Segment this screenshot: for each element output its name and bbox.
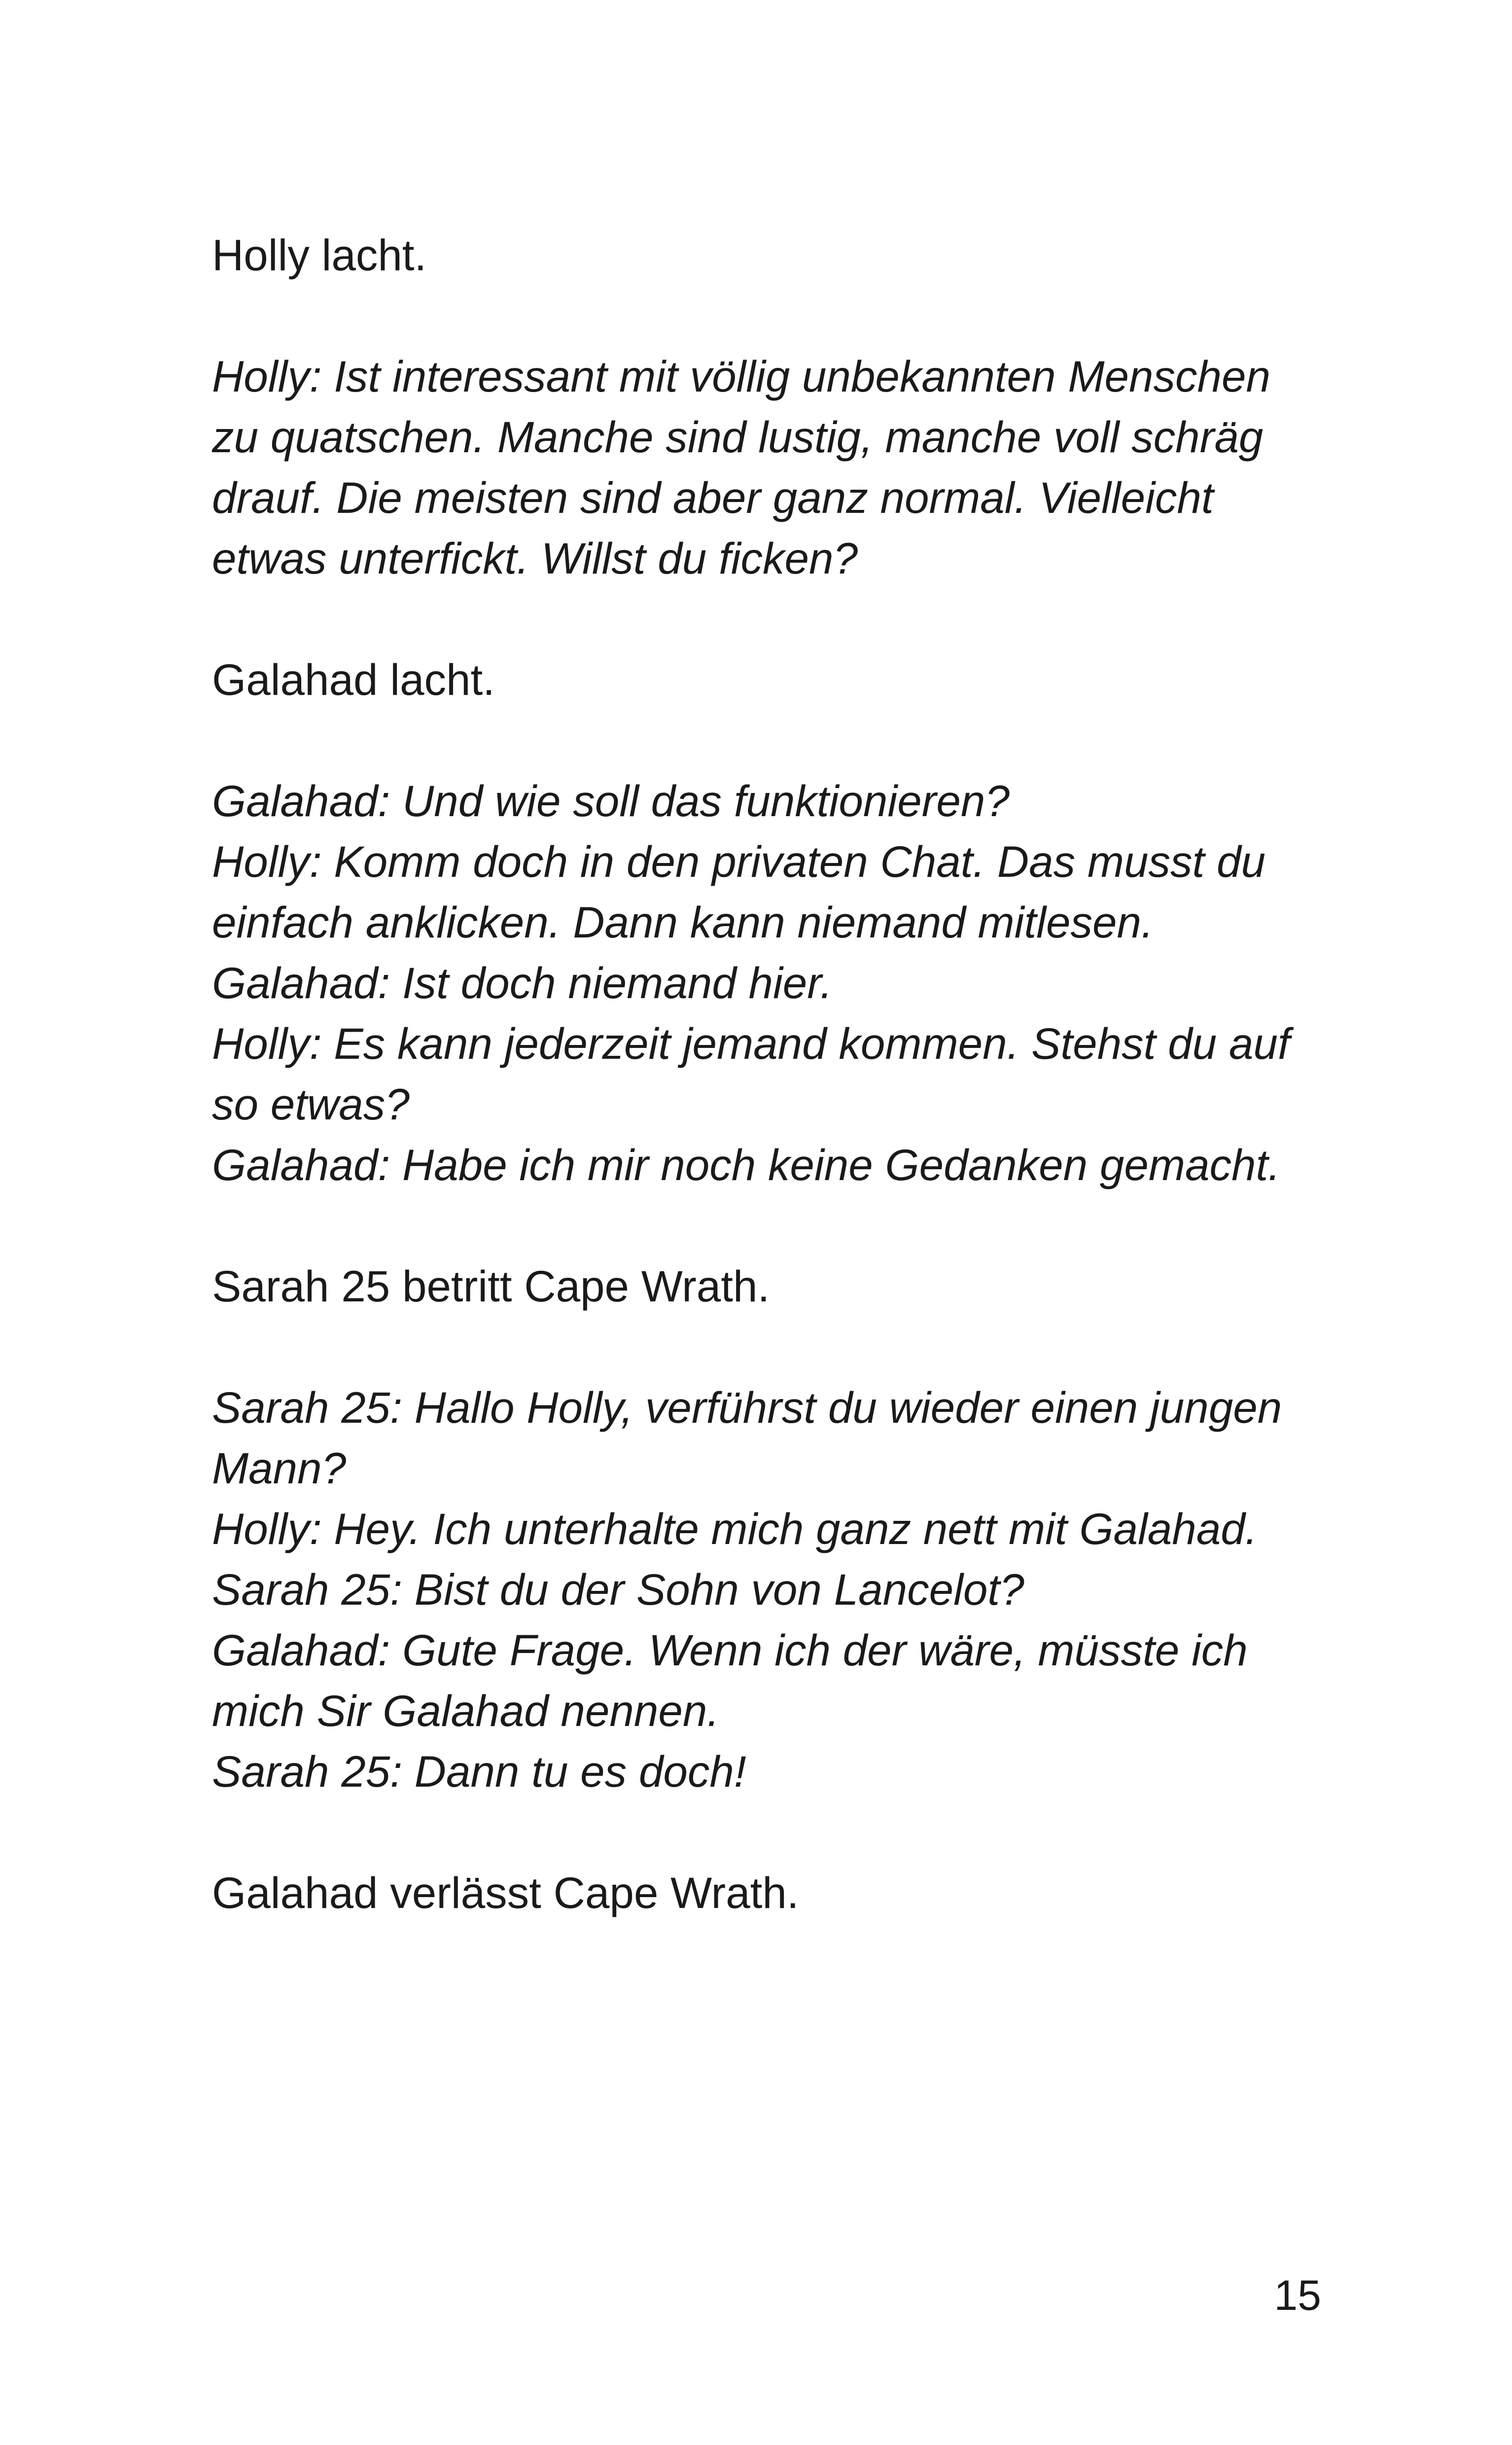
page-number: 15 [1274,2272,1321,2319]
dialogue-line: Galahad: Gute Frage. Wenn ich der wäre, müsste ich mich Sir Galahad nennen. [212,1625,1248,1735]
narration-galahad-leaves: Galahad verlässt Cape Wrath. [212,1868,799,1917]
dialogue-line: Sarah 25: Bist du der Sohn von Lancelot? [212,1565,1024,1614]
narration-holly-laughs: Holly lacht. [212,230,427,280]
dialogue-line: Sarah 25: Dann tu es doch! [212,1747,746,1796]
dialogue-line: Galahad: Und wie soll das funktionieren? [212,776,1010,826]
dialogue-block-2 [212,771,1321,1195]
dialogue-block-3 [212,1377,1321,1802]
paragraph-gap [212,1802,1321,1863]
dialogue-line: Sarah 25: Hallo Holly, verführst du wieder einen jungen Mann? [212,1383,1282,1493]
dialogue-line: Galahad: Ist doch niemand hier. [212,958,833,1007]
dialogue-line: Holly: Hey. Ich unterhalte mich ganz nett mit Galahad. [212,1504,1258,1553]
paragraph-gap [212,710,1321,771]
paragraph-gap [212,1317,1321,1377]
dialogue-line: Galahad: Habe ich mir noch keine Gedanken gemacht. [212,1140,1280,1189]
page-body [212,225,1321,1923]
dialogue-line: Holly: Es kann jederzeit jemand kommen. Stehst du auf so etwas? [212,1019,1290,1129]
dialogue-line: Holly: Komm doch in den privaten Chat. Das musst du einfach anklicken. Dann kann niemand mitlesen. [212,837,1266,947]
dialogue-block-1 [212,346,1321,589]
narration-sarah-enters: Sarah 25 betritt Cape Wrath. [212,1261,770,1311]
paragraph-gap [212,286,1321,346]
dialogue-line: Holly: Ist interessant mit völlig unbekannten Menschen zu quatschen. Manche sind lustig, manche voll schräg drauf. Die meisten sind aber ganz normal. Vielleicht etwas unterfickt. Willst du ficken? [212,352,1270,583]
paragraph-gap [212,589,1321,649]
paragraph-gap [212,1195,1321,1256]
narration-galahad-laughs: Galahad lacht. [212,655,495,704]
